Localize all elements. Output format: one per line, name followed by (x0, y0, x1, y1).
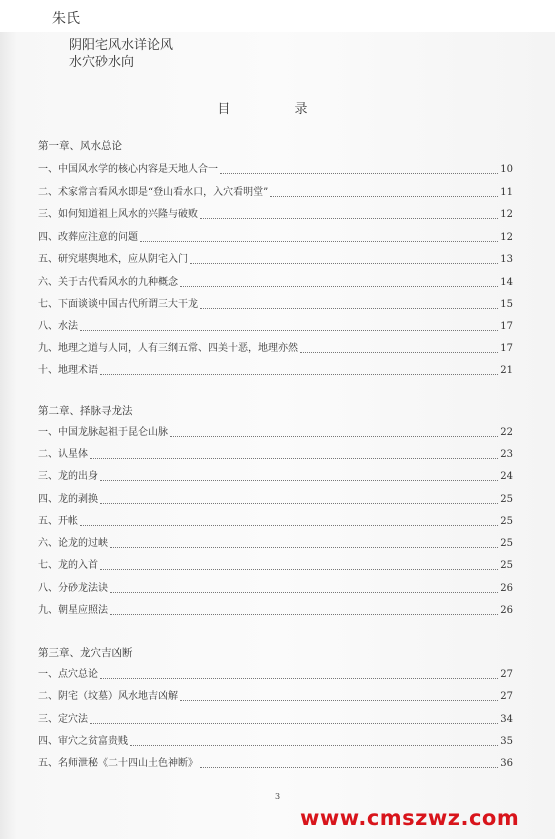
entry-page: 11 (500, 187, 513, 198)
entry-page: 21 (500, 365, 513, 376)
dot-leader (90, 722, 498, 724)
entry-title: 四、审穴之贫富贵贱 (38, 736, 128, 747)
dot-leader (270, 195, 498, 197)
entry-page: 25 (500, 494, 513, 505)
toc-entry[interactable] (38, 231, 513, 245)
entry-page: 12 (500, 232, 513, 243)
entry-title: 四、改葬应注意的问题 (38, 232, 138, 243)
chapter-heading: 第二章、择脉寻龙法 (38, 405, 133, 417)
entry-page: 15 (500, 299, 513, 310)
entry-title: 五、名师泄秘《二十四山土色神断》 (38, 758, 198, 769)
dot-leader (300, 351, 498, 353)
entry-page: 13 (500, 254, 513, 265)
entry-page: 23 (500, 449, 513, 460)
book-title-line-1: 阴阳宅风水详论风 (69, 38, 174, 53)
entry-title: 四、龙的剥换 (38, 494, 98, 505)
toc-entry[interactable] (38, 604, 513, 618)
dot-leader (190, 262, 498, 264)
dot-leader (110, 591, 498, 593)
dot-leader (100, 373, 498, 375)
entry-page: 17 (500, 321, 513, 332)
toc-entry[interactable] (38, 515, 513, 529)
entry-title: 七、龙的入首 (38, 560, 98, 571)
entry-title: 八、分砂龙法诀 (38, 583, 108, 594)
site-watermark: www.cmszwz.com (300, 806, 520, 830)
dot-leader (180, 699, 498, 701)
entry-title: 六、论龙的过峡 (38, 538, 108, 549)
entry-page: 35 (500, 736, 513, 747)
entry-title: 七、下面谈谈中国古代所谓三大干龙 (38, 299, 198, 310)
toc-entry[interactable] (38, 757, 513, 771)
toc-entry[interactable] (38, 276, 513, 290)
entry-title: 一、点穴总论 (38, 669, 98, 680)
toc-entry[interactable] (38, 690, 513, 704)
entry-title: 五、研究堪舆地术，应从阴宅入门 (38, 254, 188, 265)
dot-leader (80, 329, 498, 331)
entry-title: 二、认星体 (38, 449, 88, 460)
toc-entry[interactable] (38, 208, 513, 222)
dot-leader (80, 524, 498, 526)
entry-page: 26 (500, 583, 513, 594)
entry-page: 27 (500, 691, 513, 702)
entry-title: 一、中国龙脉起祖于昆仑山脉 (38, 427, 168, 438)
entry-title: 九、地理之道与人同，人有三纲五常、四美十恶，地理亦然 (38, 343, 298, 354)
dot-leader (180, 285, 498, 287)
dot-leader (110, 546, 498, 548)
toc-entry[interactable] (38, 448, 513, 462)
toc-entry[interactable] (38, 342, 513, 356)
book-title-line-2: 水穴砂水向 (69, 55, 135, 70)
page-number: 3 (274, 792, 281, 801)
entry-title: 六、关于古代看风水的九种概念 (38, 277, 178, 288)
toc-entry[interactable] (38, 735, 513, 749)
toc-heading: 目 录 (217, 102, 338, 117)
toc-entry[interactable] (38, 713, 513, 727)
dot-leader (90, 457, 498, 459)
toc-entry[interactable] (38, 163, 513, 177)
entry-page: 25 (500, 516, 513, 527)
entry-title: 二、阴宅（坟墓）风水地吉凶解 (38, 691, 178, 702)
dot-leader (170, 435, 498, 437)
entry-page: 12 (500, 209, 513, 220)
entry-page: 26 (500, 605, 513, 616)
dot-leader (100, 568, 498, 570)
entry-page: 34 (500, 714, 513, 725)
entry-page: 14 (500, 277, 513, 288)
entry-title: 三、定穴法 (38, 714, 88, 725)
entry-page: 17 (500, 343, 513, 354)
dot-leader (100, 502, 498, 504)
toc-entry[interactable] (38, 426, 513, 440)
entry-page: 36 (500, 758, 513, 769)
entry-page: 25 (500, 560, 513, 571)
entry-title: 三、龙的出身 (38, 471, 98, 482)
dot-leader (130, 744, 498, 746)
entry-page: 27 (500, 669, 513, 680)
dot-leader (110, 613, 498, 615)
chapter-heading: 第一章、风水总论 (38, 140, 122, 152)
dot-leader (220, 172, 498, 174)
entry-page: 25 (500, 538, 513, 549)
entry-title: 八、水法 (38, 321, 78, 332)
entry-title: 一、中国风水学的核心内容是天地人合一 (38, 164, 218, 175)
toc-entry[interactable] (38, 582, 513, 596)
dot-leader (200, 307, 498, 309)
dot-leader (200, 766, 498, 768)
author-name: 朱氏 (52, 11, 80, 27)
chapter-heading: 第三章、龙穴吉凶断 (38, 647, 133, 659)
book-title (69, 37, 173, 71)
entry-page: 10 (500, 164, 513, 175)
top-strip (0, 0, 555, 32)
dot-leader (200, 217, 498, 219)
toc-entry[interactable] (38, 186, 513, 200)
toc-entry[interactable] (38, 559, 513, 573)
toc-entry[interactable] (38, 253, 513, 267)
toc-entry[interactable] (38, 668, 513, 682)
toc-entry[interactable] (38, 320, 513, 334)
dot-leader (140, 240, 498, 242)
toc-entry[interactable] (38, 493, 513, 507)
entry-title: 三、如何知道祖上风水的兴隆与破败 (38, 209, 198, 220)
toc-entry[interactable] (38, 364, 513, 378)
entry-title: 五、开帐 (38, 516, 78, 527)
toc-entry[interactable] (38, 298, 513, 312)
entry-page: 24 (500, 471, 513, 482)
toc-entry[interactable] (38, 470, 513, 484)
entry-title: 二、术家常言看风水即是“登山看水口，入穴看明堂” (38, 187, 269, 198)
entry-title: 十、地理术语 (38, 365, 98, 376)
entry-title: 九、朝星应照法 (38, 605, 108, 616)
toc-entry[interactable] (38, 537, 513, 551)
dot-leader (100, 479, 498, 481)
entry-page: 22 (500, 427, 513, 438)
dot-leader (100, 677, 498, 679)
